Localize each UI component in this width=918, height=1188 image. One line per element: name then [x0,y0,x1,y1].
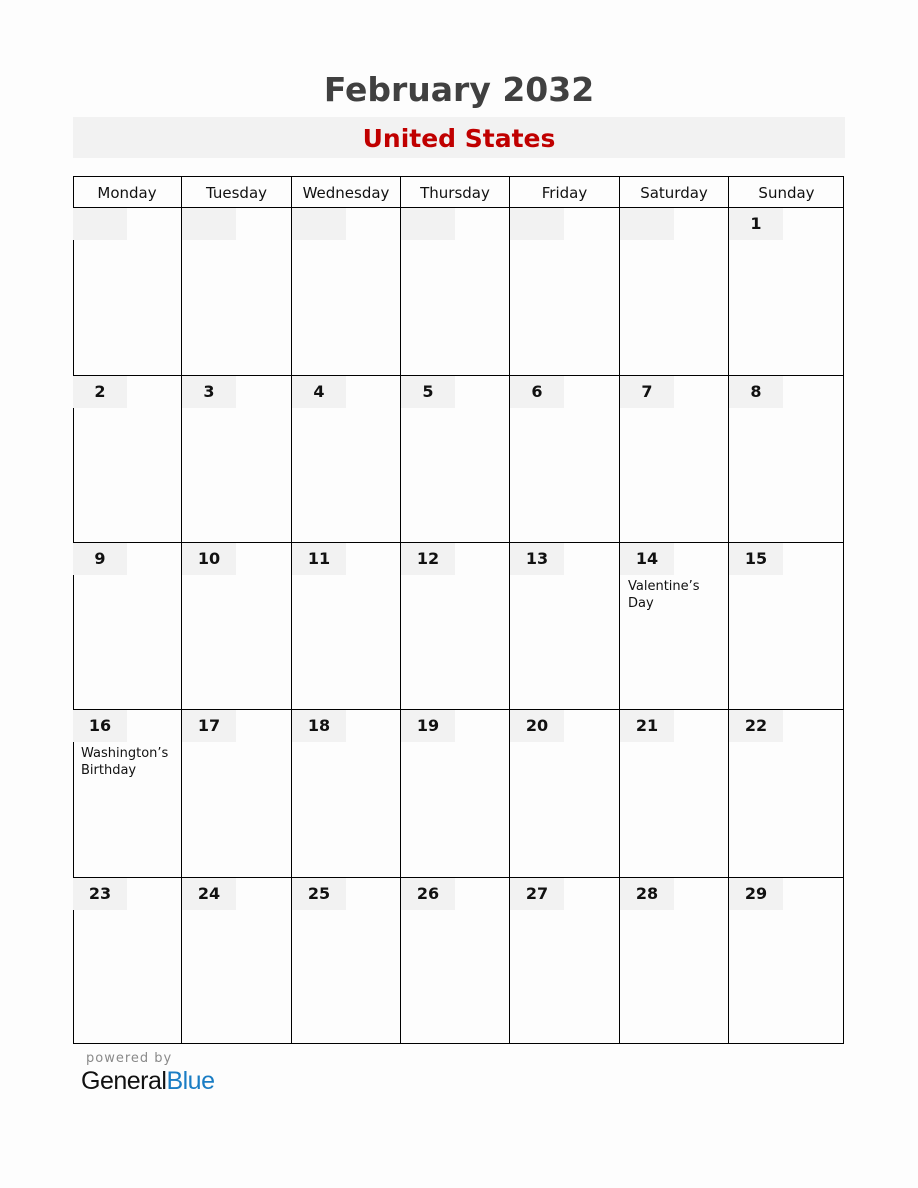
day-cell[interactable] [729,207,844,375]
day-cell[interactable] [729,709,844,877]
day-cell[interactable] [182,542,292,709]
day-cell[interactable] [729,877,844,1044]
day-cell[interactable] [292,877,401,1044]
day-number: 23 [73,878,127,910]
day-number: 12 [401,543,455,575]
day-cell[interactable] [510,207,620,375]
day-cell[interactable] [292,207,401,375]
day-number [620,208,674,240]
day-cell[interactable] [510,542,620,709]
day-cell[interactable] [292,542,401,709]
generalblue-logo[interactable] [81,1067,215,1096]
day-cell[interactable] [182,877,292,1044]
day-cell[interactable] [73,207,182,375]
day-cell[interactable] [510,375,620,542]
day-cell[interactable] [182,375,292,542]
day-cell[interactable] [620,709,729,877]
day-number [401,208,455,240]
day-cell[interactable] [292,375,401,542]
weekday-header: Saturday [620,177,729,208]
weekday-header: Sunday [758,184,815,202]
day-number: 28 [620,878,674,910]
day-number: 14 [620,543,674,575]
day-number: 6 [510,376,564,408]
day-number [510,208,564,240]
logo-blue: Blue [166,1067,215,1095]
day-cell[interactable] [729,542,844,709]
day-number: 19 [401,710,455,742]
weekday-header: Tuesday [182,177,292,208]
day-cell[interactable] [401,207,510,375]
day-cell[interactable] [620,542,729,709]
holiday-label: Washington’s Birthday [81,746,169,778]
day-cell[interactable] [510,709,620,877]
weekday-header: Thursday [401,177,510,208]
day-number: 17 [182,710,236,742]
day-number: 13 [510,543,564,575]
page-title: February 2032 [323,70,595,109]
day-number: 4 [292,376,346,408]
day-number [292,208,346,240]
day-cell[interactable] [73,709,182,877]
day-number: 3 [182,376,236,408]
day-number: 2 [73,376,127,408]
day-cell[interactable] [401,542,510,709]
logo-general: General [81,1067,167,1095]
powered-by-label: powered by [86,1051,173,1066]
day-number: 22 [729,710,783,742]
day-number [182,208,236,240]
day-number: 10 [182,543,236,575]
day-number: 27 [510,878,564,910]
day-number: 16 [73,710,127,742]
day-cell[interactable] [401,877,510,1044]
day-number: 9 [73,543,127,575]
day-number: 8 [729,376,783,408]
day-number: 25 [292,878,346,910]
weekday-header: Wednesday [292,177,401,208]
day-number: 20 [510,710,564,742]
day-cell[interactable] [729,375,844,542]
day-cell[interactable] [510,877,620,1044]
day-number: 18 [292,710,346,742]
day-number: 15 [729,543,783,575]
day-cell[interactable] [182,709,292,877]
holiday-label: Valentine’s Day [628,579,700,611]
day-cell[interactable] [401,709,510,877]
day-number: 24 [182,878,236,910]
day-number: 29 [729,878,783,910]
calendar-grid [73,176,844,1044]
day-number: 11 [292,543,346,575]
day-number: 5 [401,376,455,408]
day-cell[interactable] [401,375,510,542]
day-number: 7 [620,376,674,408]
day-number [73,208,127,240]
day-cell[interactable] [620,375,729,542]
day-cell[interactable] [73,375,182,542]
day-cell[interactable] [73,542,182,709]
day-number: 21 [620,710,674,742]
day-number: 26 [401,878,455,910]
country-name: United States [362,124,556,153]
weekday-header: Friday [510,177,620,208]
day-number: 1 [729,208,783,240]
day-cell[interactable] [292,709,401,877]
weekday-header: Monday [73,177,182,208]
day-cell[interactable] [73,877,182,1044]
day-cell[interactable] [620,207,729,375]
day-cell[interactable] [620,877,729,1044]
day-cell[interactable] [182,207,292,375]
